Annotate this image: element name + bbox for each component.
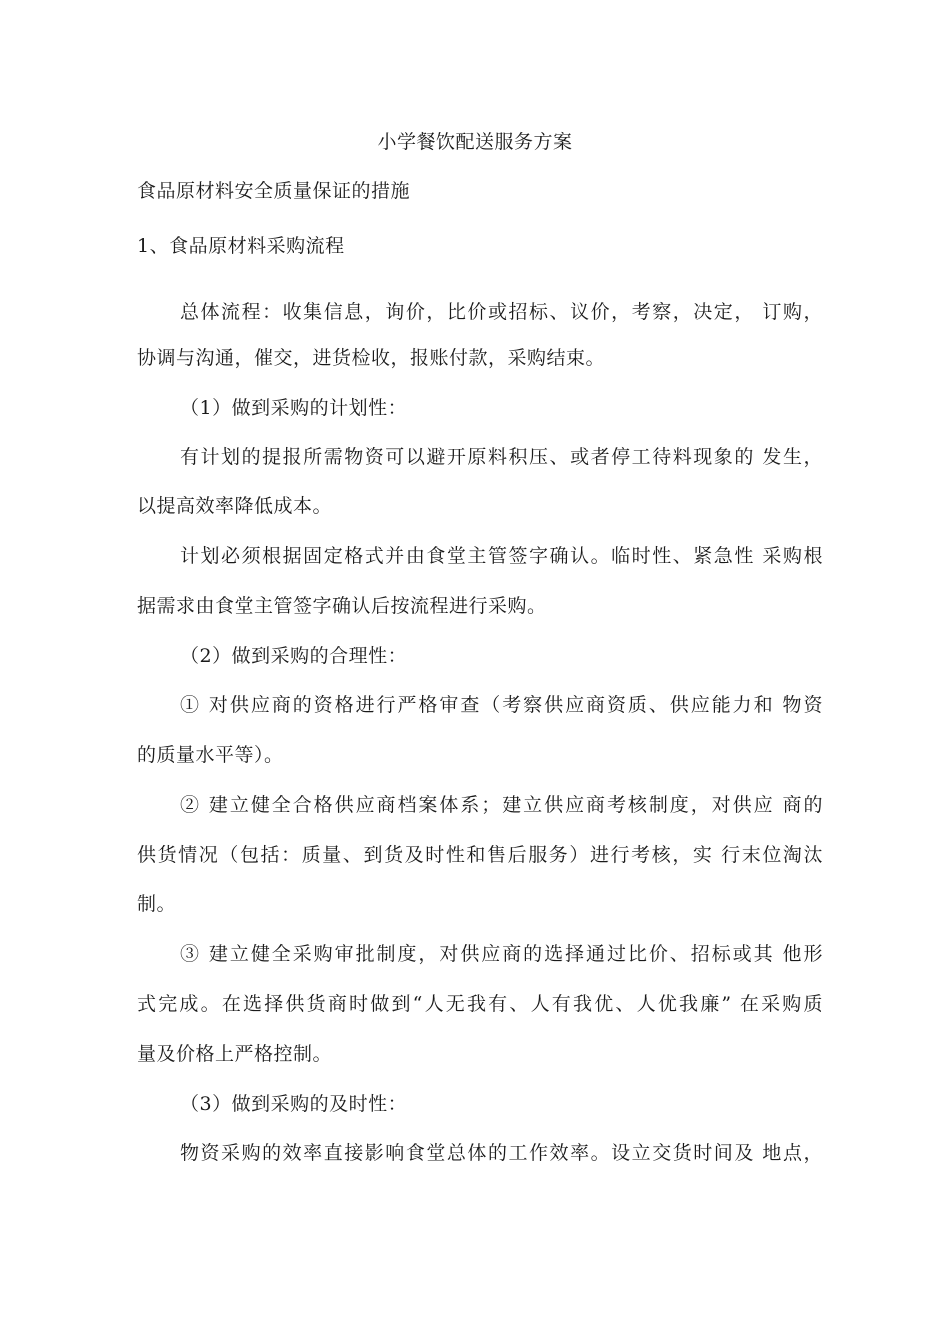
paragraph-line: 物资采购的效率直接影响食堂总体的工作效率。设立交货时间及 地点， bbox=[180, 1142, 823, 1164]
document-title: 小学餐饮配送服务方案 bbox=[377, 131, 573, 153]
list-item-line: 的质量水平等）。 bbox=[137, 744, 284, 766]
section-heading: 食品原材料安全质量保证的措施 bbox=[137, 180, 411, 202]
paragraph-line: 协调与沟通，催交，进货检收，报账付款，采购结束。 bbox=[137, 347, 606, 369]
section-1-heading: 1、食品原材料采购流程 bbox=[137, 235, 345, 257]
list-item-line: 供货情况（包括：质量、到货及时性和售后服务）进行考核，实 行末位淘汰 bbox=[137, 844, 823, 866]
list-item-line: 式完成。在选择供货商时做到“人无我有、人有我优、人优我廉” 在采购质 bbox=[137, 993, 823, 1015]
list-item-line: 量及价格上严格控制。 bbox=[137, 1043, 333, 1065]
paragraph-line: 有计划的提报所需物资可以避开原料积压、或者停工待料现象的 发生， bbox=[180, 446, 823, 468]
list-item-line: ① 对供应商的资格进行严格审查（考察供应商资质、供应能力和 物资 bbox=[180, 694, 823, 716]
subsection-heading: （2）做到采购的合理性： bbox=[180, 645, 408, 667]
list-item-line: ② 建立健全合格供应商档案体系；建立供应商考核制度，对供应 商的 bbox=[180, 794, 823, 816]
list-item-line: ③ 建立健全采购审批制度，对供应商的选择通过比价、招标或其 他形 bbox=[180, 943, 823, 965]
paragraph-line: 计划必须根据固定格式并由食堂主管签字确认。临时性、紧急性 采购根 bbox=[180, 545, 823, 567]
list-item-line: 制。 bbox=[137, 893, 177, 915]
subsection-heading: （1）做到采购的计划性： bbox=[180, 397, 408, 419]
subsection-heading: （3）做到采购的及时性： bbox=[180, 1093, 408, 1115]
paragraph-line: 以提高效率降低成本。 bbox=[137, 495, 333, 517]
paragraph-line: 总体流程：收集信息，询价，比价或招标、议价，考察，决定， 订购， bbox=[180, 301, 823, 323]
paragraph-line: 据需求由食堂主管签字确认后按流程进行采购。 bbox=[137, 595, 547, 617]
